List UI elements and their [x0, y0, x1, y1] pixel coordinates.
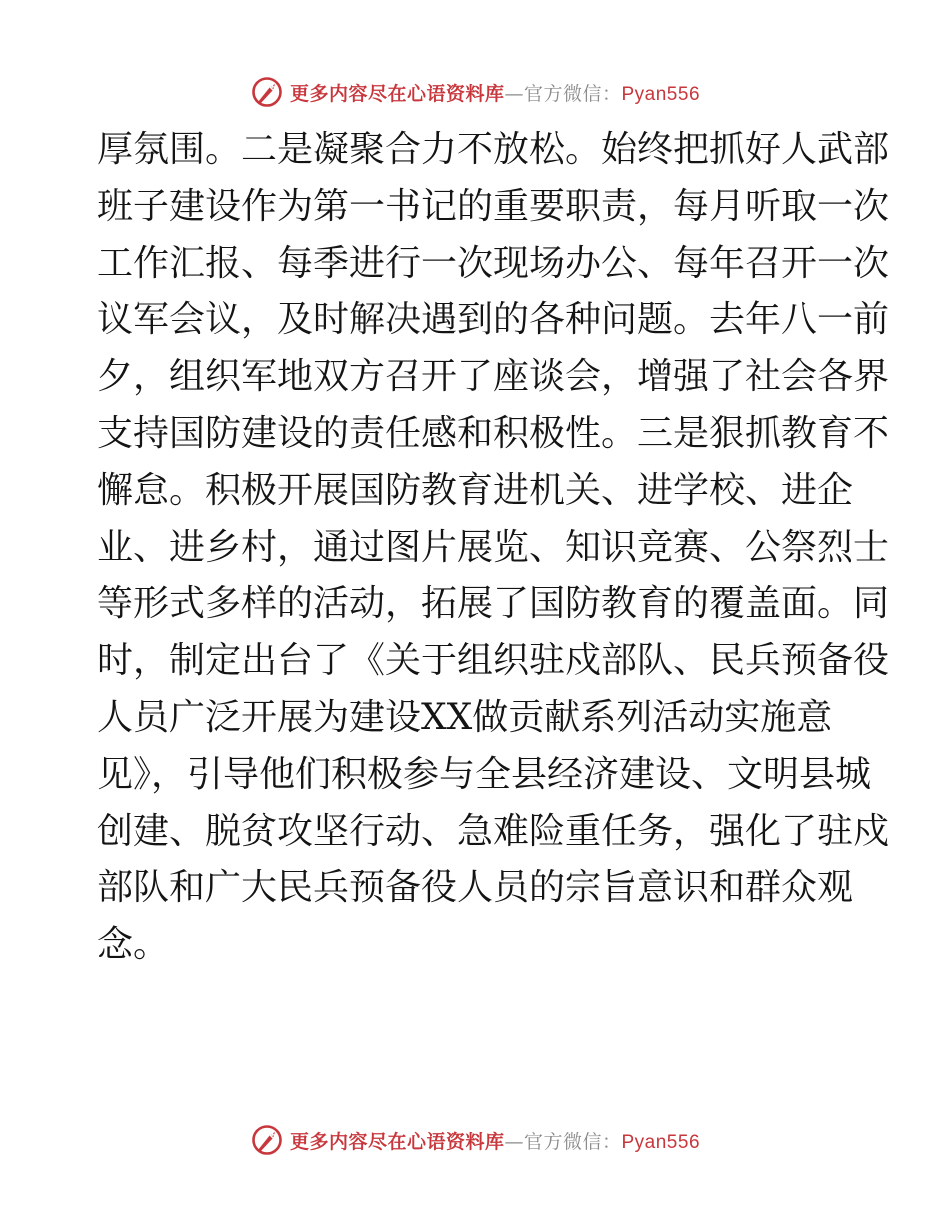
body-line: 懈怠。积极开展国防教育进机关、进学校、进企 — [97, 469, 854, 511]
body-line: 部队和广大民兵预备役人员的宗旨意识和群众观 — [97, 867, 854, 909]
header-wechat-id: Pyan556 — [621, 83, 701, 105]
body-line: 见》，引导他们积极参与全县经济建设、文明县城 — [97, 753, 872, 795]
body-line: 等形式多样的活动，拓展了国防教育的覆盖面。同 — [97, 583, 890, 625]
body-line: 人员广泛开展为建设XX做贡献系列活动实施意 — [97, 696, 833, 738]
header-official-label: 官方微信： — [523, 82, 622, 105]
body-line: 议军会议，及时解决遇到的各种问题。去年八一前 — [97, 299, 890, 341]
footer-wechat-id: Pyan556 — [621, 1131, 701, 1153]
body-line: 班子建设作为第一书记的重要职责，每月听取一次 — [97, 185, 890, 227]
header-banner — [0, 72, 950, 112]
body-line: 念。 — [97, 924, 170, 966]
body-line: 工作汇报、每季进行一次现场办公、每年召开一次 — [97, 242, 890, 284]
header-banner-text — [290, 79, 700, 106]
body-line: 业、进乡村，通过图片展览、知识竞赛、公祭烈士 — [97, 526, 890, 568]
footer-banner-text — [290, 1127, 700, 1154]
header-brand-text: 更多内容尽在心语资料库 — [289, 82, 505, 105]
body-line: 厚氛围。二是凝聚合力不放松。始终把抓好人武部 — [97, 129, 890, 170]
pen-logo-icon — [250, 75, 284, 109]
header-separator: — — [504, 82, 524, 105]
body-line: 时，制定出台了《关于组织驻戍部队、民兵预备役 — [97, 640, 890, 682]
pen-logo-icon — [250, 1123, 284, 1157]
footer-brand-text: 更多内容尽在心语资料库 — [289, 1130, 505, 1153]
footer-separator: — — [504, 1130, 524, 1153]
footer-official-label: 官方微信： — [523, 1130, 622, 1153]
body-line: 支持国防建设的责任感和积极性。三是狠抓教育不 — [97, 412, 890, 454]
body-line: 夕，组织军地双方召开了座谈会，增强了社会各界 — [97, 356, 890, 398]
body-paragraph — [97, 122, 890, 974]
footer-banner — [0, 1120, 950, 1160]
body-line: 创建、脱贫攻坚行动、急难险重任务，强化了驻戍 — [97, 810, 890, 852]
